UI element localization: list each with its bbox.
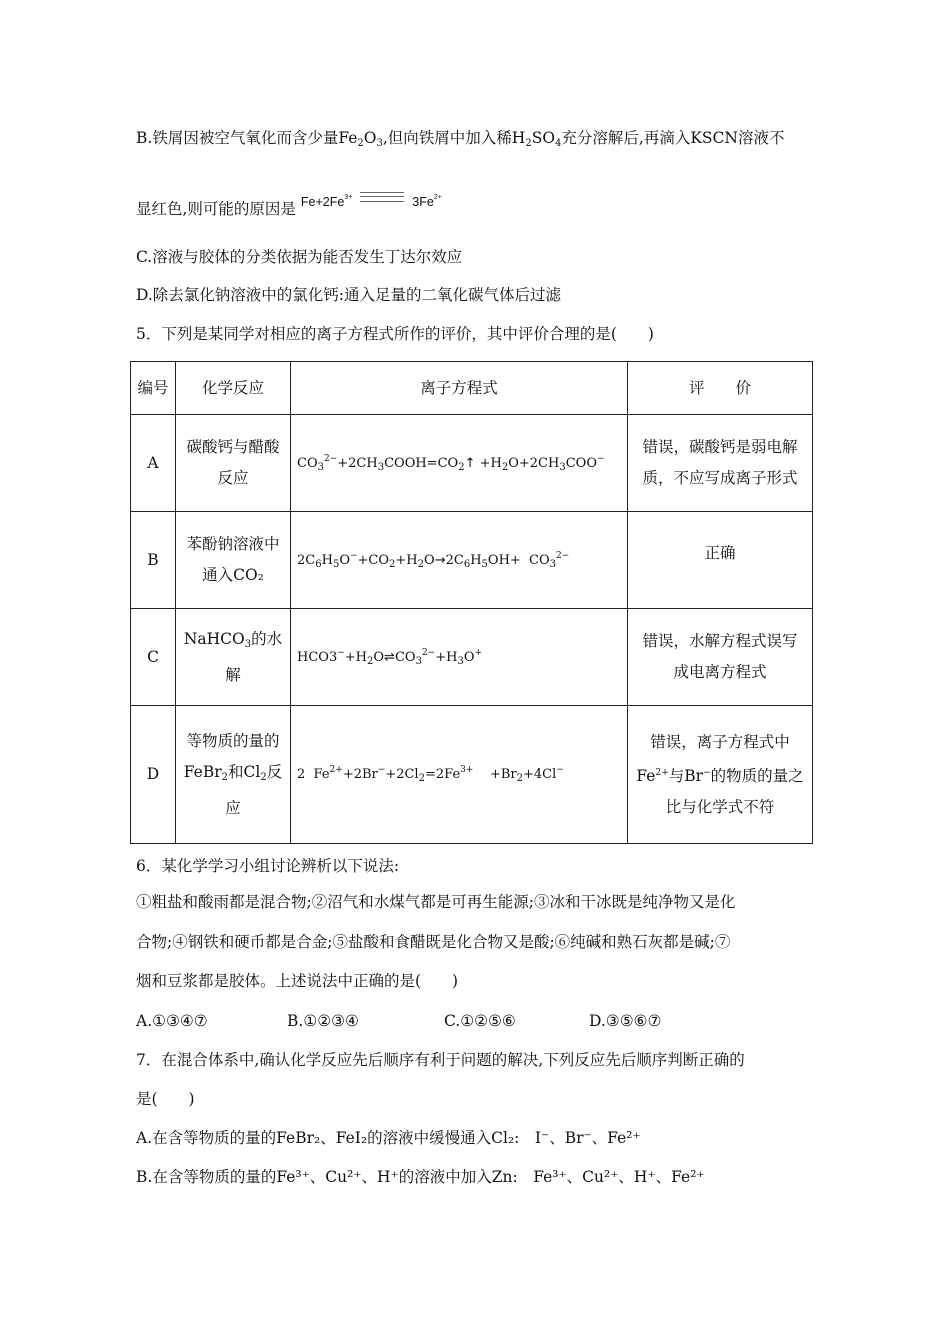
q7-option-a: A.在含等物质的量的FeBr₂、FeI₂的溶液中缓慢通入Cl₂: I⁻、Br⁻、Fe²⁺ bbox=[136, 1129, 641, 1147]
q6-statement-line: 合物;④钢铁和硬币都是合金;⑤盐酸和食醋既是化合物又是酸;⑥纯碱和熟石灰都是碱;⑦ bbox=[136, 933, 731, 951]
q6-option-a: A.①③④⑦ bbox=[136, 1012, 208, 1030]
q4-b-text-2: O bbox=[363, 129, 377, 147]
table-row bbox=[131, 706, 813, 844]
header-cell: 离子方程式 bbox=[291, 362, 628, 415]
row-equation: $CO_3^{2-}+2CH_3COOH=CO_2↑ +H_2O+2CH_3COO^-$ bbox=[291, 415, 628, 512]
table-row bbox=[131, 512, 813, 609]
table-header-row bbox=[131, 362, 813, 415]
q6-stem: 6．某化学学习小组讨论辨析以下说法: bbox=[136, 857, 400, 875]
q4-option-d: D.除去氯化钠溶液中的氯化钙:通入足量的二氧化碳气体后过滤 bbox=[136, 286, 562, 304]
reaction-line: 苯酚钠溶液中 bbox=[186, 535, 280, 553]
reaction-line: FeBr$_2$和$Cl_2$反 bbox=[183, 762, 283, 783]
evaluation-line: 错误，碳酸钙是弱电解 bbox=[642, 438, 798, 456]
row-evaluation bbox=[628, 706, 813, 844]
row-reaction bbox=[176, 706, 291, 844]
reaction-line: 通入CO₂ bbox=[202, 566, 264, 584]
header-cell: 化学反应 bbox=[176, 362, 291, 415]
evaluation-line: 比与化学式不符 bbox=[665, 797, 775, 816]
q7-stem-line: 7．在混合体系中,确认化学反应先后顺序有利于问题的解决,下列反应先后顺序判断正确的 bbox=[136, 1051, 745, 1069]
q7-option-b: B.在含等物质的量的Fe³⁺、Cu²⁺、H⁺的溶液中加入Zn: Fe³⁺、Cu²⁺、H⁺、Fe²⁺ bbox=[136, 1168, 705, 1186]
q4-b-line2-text: 显红色,则可能的原因是 bbox=[136, 200, 296, 218]
q6-option-d: D.③⑤⑥⑦ bbox=[589, 1012, 662, 1030]
evaluation-line: 质，不应写成离子形式 bbox=[642, 469, 798, 487]
row-evaluation bbox=[628, 512, 813, 609]
header-cell: 评 价 bbox=[628, 362, 813, 415]
row-equation: $2C_6H_5O^-+CO_2+H_2O\to 2C_6H_5OH+ CO_3^{2-}$ bbox=[291, 512, 628, 609]
evaluation-line: 正确 bbox=[704, 544, 736, 562]
q6-statement-line: 烟和豆浆都是胶体。上述说法中正确的是( ) bbox=[136, 972, 459, 990]
q5-stem: 5．下列是某同学对相应的离子方程式所作的评价，其中评价合理的是( ) bbox=[136, 325, 654, 343]
q4-b-text-3: ,但向铁屑中加入稀H bbox=[382, 129, 526, 147]
q5-table bbox=[130, 361, 813, 844]
header-cell: 编号 bbox=[131, 362, 176, 415]
row-evaluation bbox=[628, 415, 813, 512]
q4-option-c: C.溶液与胶体的分类依据为能否发生丁达尔效应 bbox=[136, 248, 463, 266]
evaluation-line: 成电离方程式 bbox=[673, 663, 767, 681]
evaluation-line: $Fe^{2+}$与Br−的物质的量之 bbox=[636, 766, 804, 785]
table-row bbox=[131, 415, 813, 512]
q4-b-text-1: B.铁屑因被空气氧化而含少量Fe bbox=[136, 129, 358, 147]
reaction-right-charge: 2+ bbox=[433, 194, 442, 201]
q6-statement-line: ①粗盐和酸雨都是混合物;②沼气和水煤气都是可再生能源;③冰和干冰既是纯净物又是化 bbox=[136, 893, 736, 911]
reaction-left-charge: 3+ bbox=[344, 194, 353, 201]
reaction-line: 碳酸钙与醋酸 bbox=[186, 438, 280, 456]
q7-stem-line: 是( ) bbox=[136, 1090, 195, 1108]
q6-option-c: C.①②⑤⑥ bbox=[444, 1012, 516, 1030]
row-reaction: NaHCO$_3$的水解 bbox=[176, 609, 291, 706]
reaction-line: 应 bbox=[225, 798, 241, 817]
row-equation: 2 $Fe^{2+}+2Br^-+2Cl_2=2Fe^{3+}$ $+Br_2+4Cl^-$ bbox=[291, 706, 628, 844]
q4-b-text-5: 充分溶解后,再滴入KSCN溶液不 bbox=[561, 129, 785, 147]
table-row bbox=[131, 609, 813, 706]
row-reaction bbox=[176, 512, 291, 609]
q4-option-b-line2 bbox=[136, 196, 442, 220]
row-id: C bbox=[131, 609, 176, 706]
row-equation: $HCO3^-+H_2O\rightleftharpoons CO_3^{2-}+H_3O^+$ bbox=[291, 609, 628, 706]
q4-b-reaction bbox=[301, 188, 442, 212]
q6-option-b: B.①②③④ bbox=[287, 1012, 359, 1030]
reaction-right: 3Fe bbox=[412, 195, 434, 209]
equals-sign-icon bbox=[360, 192, 404, 202]
q4-option-b-line1: B.铁屑因被空气氧化而含少量$Fe_2O_3$,但向铁屑中加入稀$H_2SO_4$充分溶解后,再滴入KSCN溶液不 bbox=[136, 129, 785, 149]
row-id: B bbox=[131, 512, 176, 609]
reaction-line: 反应 bbox=[217, 469, 249, 487]
evaluation-line: 错误，水解方程式误写 bbox=[642, 632, 798, 650]
q4-b-text-4: SO bbox=[531, 129, 556, 147]
row-id: D bbox=[131, 706, 176, 844]
row-evaluation bbox=[628, 609, 813, 706]
row-id: A bbox=[131, 415, 176, 512]
reaction-line: 等物质的量的 bbox=[186, 731, 280, 750]
evaluation-line: 错误，离子方程式中 bbox=[650, 732, 790, 751]
reaction-left: Fe+2Fe bbox=[300, 195, 345, 209]
row-reaction bbox=[176, 415, 291, 512]
